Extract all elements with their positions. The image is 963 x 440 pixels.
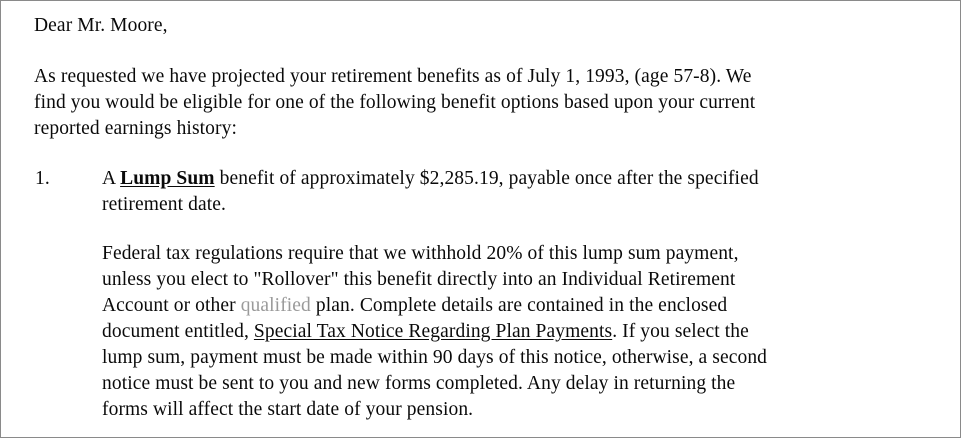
option-line: retirement date. (102, 194, 226, 215)
option-number: 1. (35, 168, 50, 189)
option-line-rest: benefit of approximately $2,285.19, payable once after the specified (214, 168, 759, 189)
tax-note-prefix: Account or other (102, 295, 241, 316)
tax-note-prefix: document entitled, (102, 321, 254, 342)
tax-note-line: notice must be sent to you and new forms completed. Any delay in returning the (102, 373, 736, 394)
intro-line: reported earnings history: (34, 118, 237, 139)
tax-note-rest: . If you select the (612, 321, 749, 342)
tax-note-line: lump sum, payment must be made within 90 days of this notice, otherwise, a second (102, 347, 768, 368)
intro-line: As requested we have projected your retirement benefits as of July 1, 1993, (age 57-8). We (34, 66, 752, 87)
option-line-prefix: A (102, 168, 121, 189)
lump-sum-term: Lump Sum (120, 168, 215, 189)
tax-note-line (102, 319, 749, 345)
faded-word: qualified (240, 295, 311, 316)
tax-note-line: unless you elect to "Rollover" this benefit directly into an Individual Retirement (102, 269, 736, 290)
salutation: Dear Mr. Moore, (34, 15, 168, 36)
tax-note-line: forms will affect the start date of your pension. (102, 399, 474, 420)
tax-note-line: Federal tax regulations require that we withhold 20% of this lump sum payment, (102, 243, 739, 264)
document-title: Special Tax Notice Regarding Plan Payments (253, 321, 613, 342)
tax-note-line (102, 293, 727, 319)
intro-line: find you would be eligible for one of the following benefit options based upon your current (34, 92, 756, 113)
tax-note-rest: plan. Complete details are contained in the enclosed (310, 295, 728, 316)
option-line (102, 166, 759, 192)
